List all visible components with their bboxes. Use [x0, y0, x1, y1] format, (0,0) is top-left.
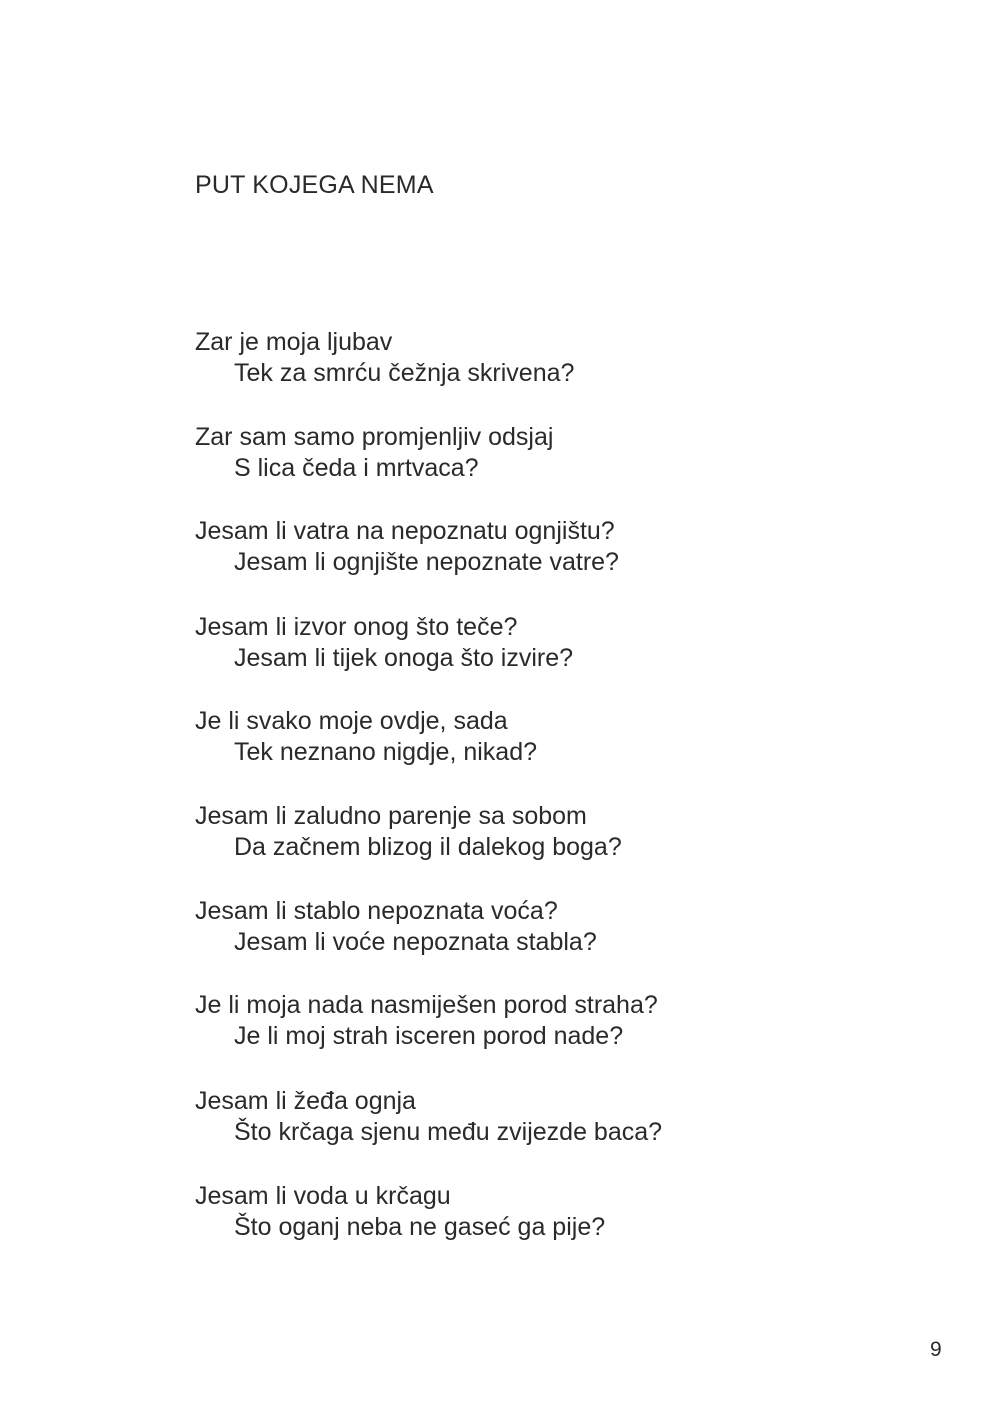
- stanza-6: [195, 801, 622, 863]
- stanza-8: [195, 990, 658, 1052]
- verse-line-indented: Tek neznano nigdje, nikad?: [234, 738, 538, 766]
- verse-line-indented: Da začnem blizog il dalekog boga?: [234, 833, 622, 861]
- verse-line: Jesam li zaludno parenje sa sobom: [195, 802, 587, 830]
- poem-title: PUT KOJEGA NEMA: [195, 171, 434, 199]
- stanza-3: [195, 516, 619, 578]
- stanza-1: [195, 327, 574, 389]
- verse-line: Je li moja nada nasmiješen porod straha?: [195, 991, 658, 1019]
- verse-line-indented: Je li moj strah isceren porod nade?: [234, 1022, 624, 1050]
- verse-line: Jesam li voda u krčagu: [195, 1182, 451, 1210]
- verse-line-indented: Tek za smrću čežnja skrivena?: [234, 359, 575, 387]
- verse-line: Jesam li žeđa ognja: [195, 1087, 416, 1115]
- stanza-2: [195, 422, 553, 484]
- verse-line: Jesam li izvor onog što teče?: [195, 613, 518, 641]
- verse-line: Je li svako moje ovdje, sada: [195, 707, 508, 735]
- verse-line-indented: Što oganj neba ne gaseć ga pije?: [234, 1213, 606, 1241]
- verse-line-indented: S lica čeda i mrtvaca?: [234, 454, 479, 482]
- verse-line-indented: Jesam li tijek onoga što izvire?: [234, 644, 574, 672]
- stanza-7: [195, 896, 597, 958]
- stanza-10: [195, 1181, 605, 1243]
- stanza-4: [195, 612, 573, 674]
- page-number: 9: [930, 1338, 942, 1361]
- verse-line-indented: Što krčaga sjenu među zvijezde baca?: [234, 1118, 663, 1146]
- stanza-9: [195, 1086, 662, 1148]
- verse-line-indented: Jesam li voće nepoznata stabla?: [234, 928, 597, 956]
- stanza-5: [195, 706, 537, 768]
- verse-line: Jesam li stablo nepoznata voća?: [195, 897, 558, 925]
- verse-line-indented: Jesam li ognjište nepoznate vatre?: [234, 548, 619, 576]
- verse-line: Jesam li vatra na nepoznatu ognjištu?: [195, 517, 615, 545]
- verse-line: Zar sam samo promjenljiv odsjaj: [195, 423, 554, 451]
- verse-line: Zar je moja ljubav: [195, 328, 393, 356]
